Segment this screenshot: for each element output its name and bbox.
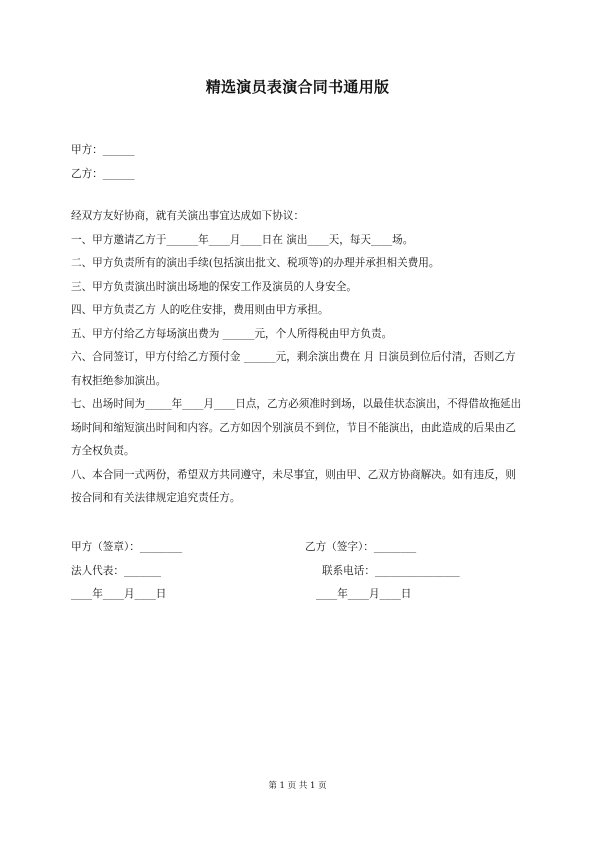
clause-8: 八、本合同一式两份，希望双方共同遵守，未尽事宜，则由甲、乙双方协商解决。如有违反，则按合同和有关法律规定追究责任方。 bbox=[71, 468, 516, 504]
clause-5: 五、甲方付给乙方每场演出费为 ______元，个人所得税由甲方负责。 bbox=[71, 327, 393, 340]
clause-6: 六、合同签订，甲方付给乙方预付金 ______元，剩余演出费在 月 日演员到位后付清，否则乙方有权拒绝参加演出。 bbox=[71, 351, 516, 387]
party-a-line: 甲方：______ bbox=[71, 144, 135, 156]
clause-7: 七、出场时间为_____年____月____日点，乙方必须准时到场，以最佳状态演出，不得借故拖延出场时间和缩短演出时间和内容。乙方如因个别演员不到位，节目不能演出，由此造成的后果由乙方全权负责。 bbox=[71, 398, 522, 457]
party-a-seal-line: 甲方（签章）：________ bbox=[71, 541, 183, 553]
document-title: 精选演员表演合同书通用版 bbox=[205, 78, 390, 96]
legal-representative-line: 法人代表：_______ bbox=[71, 565, 162, 577]
clause-2: 二、甲方负责所有的演出手续(包括演出批文、税项等)的办理并承担相关费用。 bbox=[71, 257, 440, 269]
clause-3: 三、甲方负责演出时演出场地的保安工作及演员的人身安全。 bbox=[71, 280, 358, 293]
contact-phone-line: 联系电话：________________ bbox=[322, 565, 460, 577]
clause-intro: 经双方友好协商，就有关演出事宜达成如下协议： bbox=[71, 210, 305, 222]
clause-1: 一、甲方邀请乙方于______年____月____日在 演出____天，每天____场。 bbox=[71, 233, 414, 246]
page-footer: 第 1 页 共 1 页 bbox=[268, 781, 327, 791]
contract-body bbox=[71, 205, 526, 511]
party-b-date-line: ____年____月____日 bbox=[316, 588, 412, 600]
party-a-date-line: ____年____月____日 bbox=[71, 588, 167, 600]
party-b-line: 乙方：______ bbox=[71, 168, 135, 180]
party-b-signature-line: 乙方（签字）：________ bbox=[305, 541, 417, 553]
clause-4: 四、甲方负责乙方 人的吃住安排，费用则由甲方承担。 bbox=[71, 304, 329, 316]
